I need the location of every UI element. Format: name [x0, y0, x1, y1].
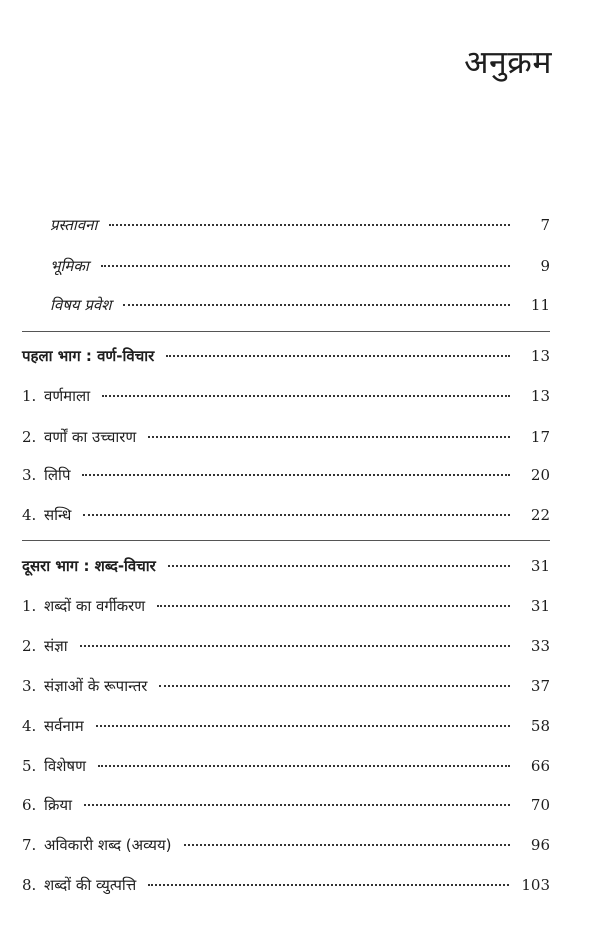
toc-entry-page: 13: [530, 387, 550, 405]
dot-leader: [123, 304, 510, 306]
toc-entry-page: 33: [530, 637, 550, 655]
toc-entry-label: लिपि: [44, 466, 71, 484]
toc-chapter-entry[interactable]: [22, 872, 550, 898]
section-divider: [22, 331, 550, 332]
chapter-number: 3.: [22, 677, 37, 695]
toc-chapter-entry[interactable]: [22, 462, 550, 488]
chapter-number: 7.: [22, 836, 37, 854]
chapter-number: 2.: [22, 428, 37, 446]
dot-leader: [80, 645, 510, 647]
toc-chapter-entry[interactable]: [22, 633, 550, 659]
chapter-number: 3.: [22, 466, 37, 484]
toc-chapter-entry[interactable]: [22, 593, 550, 619]
dot-leader: [84, 804, 510, 806]
toc-entry-label: विशेषण: [44, 757, 86, 775]
toc-entry-page: 20: [530, 466, 550, 484]
chapter-number: 5.: [22, 757, 37, 775]
dot-leader: [148, 436, 510, 438]
toc-entry-label: शब्दों की व्युत्पत्ति: [44, 876, 137, 894]
toc-entry-label: वर्णों का उच्चारण: [44, 428, 137, 446]
toc-chapter-entry[interactable]: [22, 383, 550, 409]
dot-leader: [168, 565, 510, 567]
dot-leader: [159, 685, 510, 687]
toc-entry-page: 70: [530, 796, 550, 814]
toc-entry-page: 37: [530, 677, 550, 695]
toc-entry-label: संज्ञाओं के रूपान्तर: [44, 677, 148, 695]
toc-entry-preface[interactable]: [50, 212, 550, 238]
toc-entry-subject-entry[interactable]: [50, 292, 550, 318]
dot-leader: [109, 224, 510, 226]
dot-leader: [98, 765, 510, 767]
chapter-number: 1.: [22, 387, 37, 405]
toc-entry-page: 96: [530, 836, 550, 854]
chapter-number: 8.: [22, 876, 37, 894]
dot-leader: [166, 355, 510, 357]
toc-entry-page: 13: [530, 347, 550, 365]
dot-leader: [102, 395, 510, 397]
toc-entry-page: 9: [540, 257, 550, 275]
toc-entry-label: वर्णमाला: [44, 387, 91, 405]
toc-chapter-entry[interactable]: [22, 713, 550, 739]
section-divider: [22, 540, 550, 541]
toc-entry-page: 7: [540, 216, 550, 234]
toc-entry-page: 11: [530, 296, 550, 314]
toc-entry-page: 22: [530, 506, 550, 524]
toc-chapter-entry[interactable]: [22, 673, 550, 699]
dot-leader: [83, 514, 510, 516]
toc-chapter-entry[interactable]: [22, 502, 550, 528]
toc-entry-page: 66: [530, 757, 550, 775]
chapter-number: 1.: [22, 597, 37, 615]
toc-entry-label: प्रस्तावना: [50, 216, 98, 234]
toc-entry-page: 31: [530, 597, 550, 615]
chapter-number: 2.: [22, 637, 37, 655]
chapter-number: 6.: [22, 796, 37, 814]
dot-leader: [101, 265, 510, 267]
dot-leader: [96, 725, 510, 727]
dot-leader: [82, 474, 510, 476]
toc-chapter-entry[interactable]: [22, 792, 550, 818]
toc-entry-page: 17: [530, 428, 550, 446]
toc-chapter-entry[interactable]: [22, 832, 550, 858]
part-heading-label: दूसरा भाग : शब्द-विचार: [22, 557, 156, 575]
toc-entry-label: अविकारी शब्द (अव्यय): [44, 836, 172, 854]
toc-entry-label: संज्ञा: [44, 637, 68, 655]
toc-entry-label: भूमिका: [50, 257, 89, 275]
toc-entry-label: विषय प्रवेश: [50, 296, 112, 314]
toc-chapter-entry[interactable]: [22, 753, 550, 779]
toc-entry-introduction[interactable]: [50, 253, 550, 279]
toc-entry-label: सन्धि: [44, 506, 72, 524]
toc-entry-label: शब्दों का वर्गीकरण: [44, 597, 146, 615]
chapter-number: 4.: [22, 506, 37, 524]
toc-part-heading-1[interactable]: [22, 343, 550, 369]
toc-entry-label: क्रिया: [44, 796, 72, 814]
toc-entry-page: 58: [530, 717, 550, 735]
toc-entry-page: 103: [521, 876, 550, 894]
toc-entry-page: 31: [530, 557, 550, 575]
page-title: अनुक्रम: [464, 43, 552, 81]
part-heading-label: पहला भाग : वर्ण-विचार: [22, 347, 155, 365]
toc-chapter-entry[interactable]: [22, 424, 550, 450]
dot-leader: [184, 844, 510, 846]
dot-leader: [148, 884, 509, 886]
toc-part-heading-2[interactable]: [22, 553, 550, 579]
chapter-number: 4.: [22, 717, 37, 735]
toc-entry-label: सर्वनाम: [44, 717, 84, 735]
dot-leader: [157, 605, 510, 607]
